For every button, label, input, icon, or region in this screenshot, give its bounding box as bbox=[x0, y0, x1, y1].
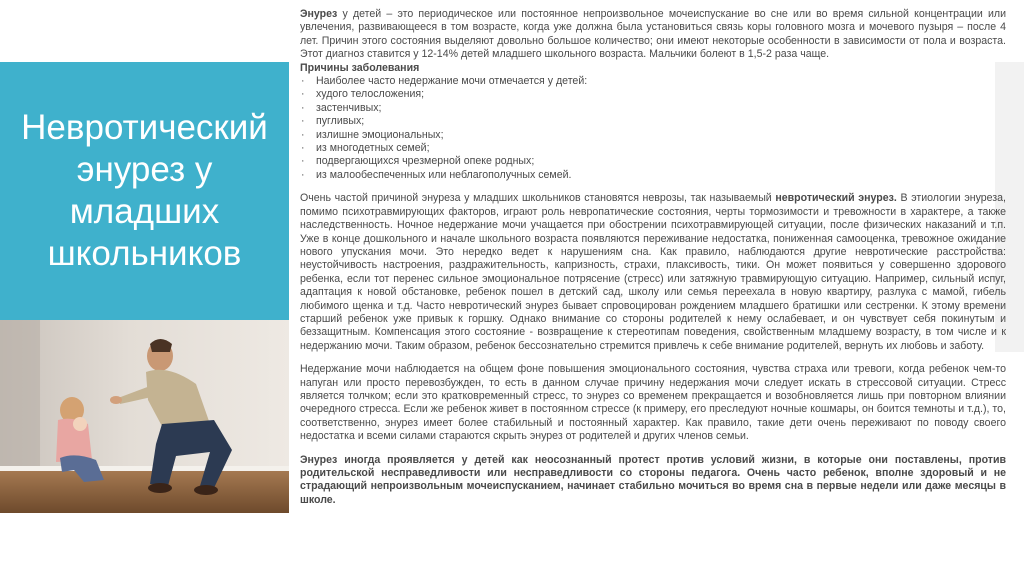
causes-heading: Причины заболевания bbox=[300, 61, 420, 74]
slide-title bbox=[21, 107, 268, 275]
photo-parent-scolding-child bbox=[0, 320, 289, 513]
list-item: · худого телосложения; bbox=[300, 88, 1006, 101]
list-item: · излишне эмоциональных; bbox=[300, 129, 1006, 142]
paragraph2-term: невротический энурез. bbox=[775, 192, 897, 205]
list-item: · из многодетных семей; bbox=[300, 142, 1006, 155]
stress-paragraph: Недержание мочи наблюдается на общем фоне повышения эмоционального состояния, чувства страха или тревоги, когда ребенок чем-то напуган или просто перевозбужден, то есть в данном случае причину недержания мочи следует искать в стрессовой ситуации. Стресс является толчком; если это кратковременный стресс, то энурез со временем прекращается и возобновляется лишь при повторном влиянии очередного стресса. Если же ребенок живет в постоянном стрессе (к примеру, его преследуют ночные кошмары, он боится темноты и т.д.), то, соответственно, энурез имеет более стабильный и постоянный характер. Как правило, такие дети очень переживают по поводу своего недостатка и всеми силами стараются скрыть энурез от родителей и других членов семьи. bbox=[300, 363, 1006, 443]
list-item: · из малообеспеченных или неблагополучных семей. bbox=[300, 169, 1006, 182]
paragraph2-after: В этиологии энуреза, помимо психотравмирующих факторов, играют роль невропатические состояния, черты тормозимости и тревожности в характере, а также наследственность. Ночное недержание мочи учащается при обострении психотравмирующей ситуации, после физических наказаний и т.п. Уже в конце дошкольного и начале школьного возраста появляются переживание недостатка, пониженная самооценка, тревожное ожидание нового упускания мочи. Это нередко ведет к нарушениям сна. Как правило, наблюдаются другие невротические расстройства: неустойчивость настроения, раздражительность, капризность, страхи, плаксивость, тики. Он может появиться у совершенно здорового ребенка, если тот перенес сильное эмоциональное потрясение (стресс) или затяжную травмирующую ситуацию. Например, сильный испуг, адаптация к новой обстановке, ребенок пошел в детский сад, школу или семья переехала в новую квартиру, разлука с мамой, гибель любимого щенка и т.д. Часто невротический энурез бывает спровоцирован рождением младшего братишки или сестренки. К этому времени старший ребенок уже привык к горшку. Однако внимание со стороны родителей к нему ослабевает, и он чувствует себя покинутым и беззащитным. Компенсация этого состояние - возвращение к стереотипам поведения, свойственным младшему возрасту, в том числе и к недержанию мочи. Таким образом, ребенок бессознательно стремится привлечь к себе внимание родителей, вернуть их любовь и заботу. bbox=[300, 192, 1006, 352]
title-line-4: школьников bbox=[47, 234, 242, 273]
causes-list bbox=[300, 75, 1006, 182]
neurotic-enuresis-paragraph bbox=[300, 192, 1006, 353]
intro-text: у детей – это периодическое или постоянное непроизвольное мочеиспускание во сне или во время сильной концентрации или увлечения, развивающееся в том возрасте, когда уже должна была установиться связь коры головного мозга и мочевого пузыря – после 4 лет. Причин этого состояния выделяют довольно большое количество; они имеют некоторые особенности в зависимости от пола и возраста. Этот диагноз ставится у 12-14% детей младшего школьного возраста. Мальчики болеют в 1,5-2 раза чаще. bbox=[300, 8, 1006, 61]
article-content bbox=[300, 8, 1006, 507]
title-line-2: энурез у bbox=[76, 150, 213, 189]
photo-illustration bbox=[0, 320, 289, 513]
protest-paragraph: Энурез иногда проявляется у детей как неосознанный протест против условий жизни, в которые они поставлены, против родительской несправедливости или несправедливости со стороны педагога. Очень часто ребенок, вполне здоровый и не страдающий непроизвольным мочеиспусканием, начинает стабильно мочиться во время сна в первые недели или даже месяцы в школе. bbox=[300, 453, 1006, 506]
intro-paragraph bbox=[300, 8, 1006, 62]
paragraph2-before: Очень частой причиной энуреза у младших школьников становятся неврозы, так называемый bbox=[300, 192, 776, 205]
list-item: · Наиболее часто недержание мочи отмечается у детей: bbox=[300, 75, 1006, 88]
title-line-3: младших bbox=[69, 192, 220, 231]
list-item: · пугливых; bbox=[300, 115, 1006, 128]
title-panel bbox=[0, 62, 289, 320]
intro-term: Энурез bbox=[300, 8, 338, 20]
title-line-1: Невротический bbox=[21, 108, 268, 147]
list-item: · подвергающихся чрезмерной опеке родных; bbox=[300, 155, 1006, 168]
list-item: · застенчивых; bbox=[300, 102, 1006, 115]
